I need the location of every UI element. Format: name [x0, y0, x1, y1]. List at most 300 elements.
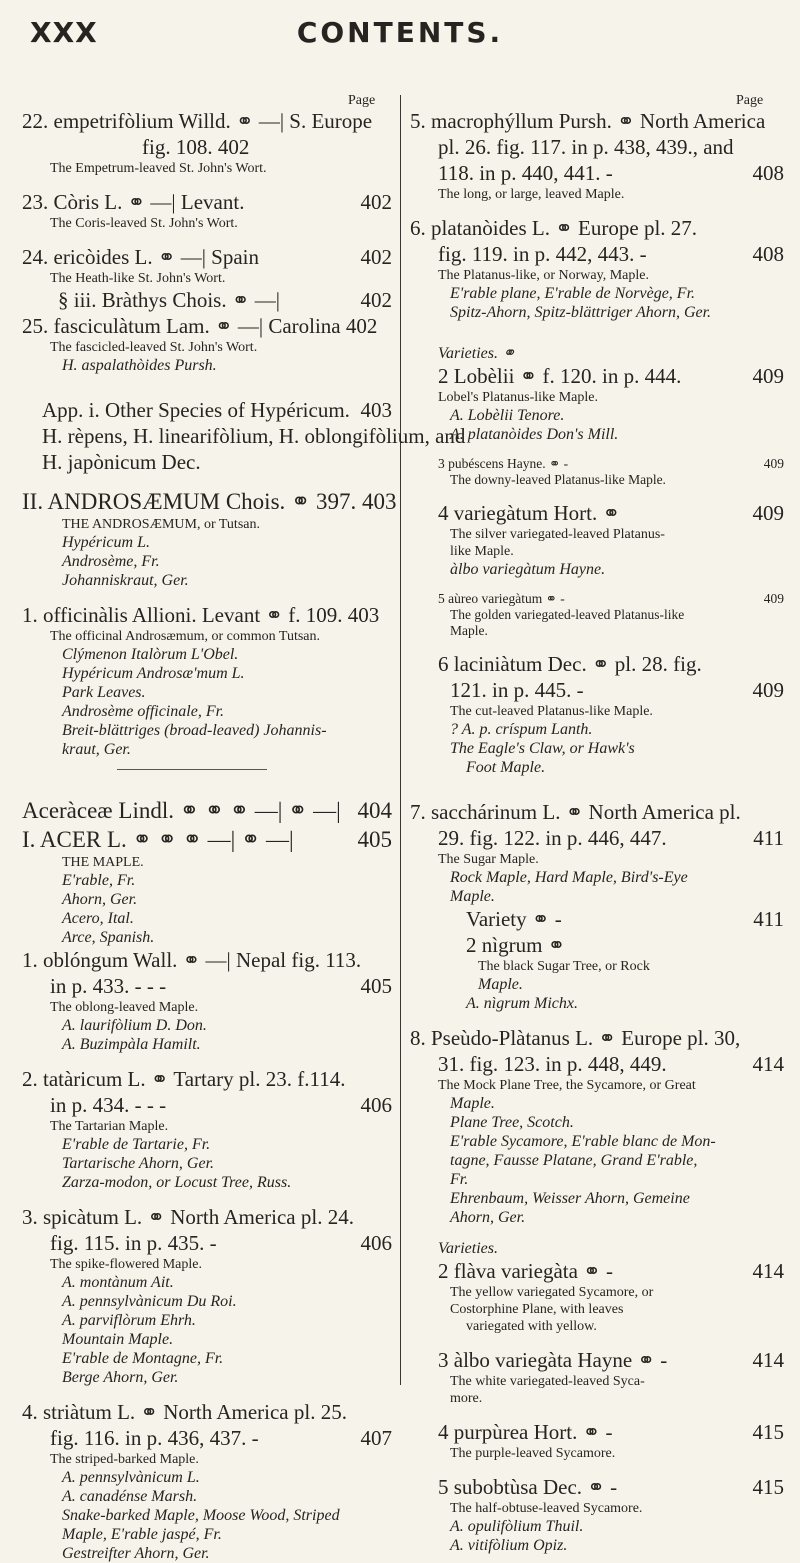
- contents-line: [22, 721, 392, 740]
- spacer: [410, 639, 784, 651]
- contents-line: [410, 623, 784, 639]
- contents-line: [22, 1035, 392, 1054]
- spacer: [410, 579, 784, 591]
- entry-text: Clýmenon Italòrum L'Obel.: [62, 646, 239, 663]
- column-divider: [400, 95, 401, 1385]
- page-ref: 415: [749, 1474, 785, 1500]
- entry-text: Hypéricum L.: [62, 534, 150, 551]
- entry-text: Fr.: [450, 1171, 469, 1188]
- entry-text: The downy-leaved Platanus-like Maple.: [450, 472, 666, 487]
- contents-line: [410, 739, 784, 758]
- contents-line: [22, 287, 392, 313]
- spacer: [22, 1192, 392, 1204]
- contents-line: [410, 651, 784, 677]
- page-ref: 414: [749, 1347, 785, 1373]
- contents-line: [410, 543, 784, 560]
- entry-text: The Sugar Maple.: [438, 852, 539, 867]
- page-ref: 409: [760, 456, 784, 472]
- contents-line: [22, 1204, 392, 1230]
- page-header: [0, 8, 800, 68]
- contents-line: [410, 526, 784, 543]
- entry-text: A. platanòides Don's Mill.: [450, 426, 619, 443]
- page-ref: 414: [749, 1258, 785, 1284]
- contents-line: [410, 799, 784, 825]
- contents-line: [410, 1318, 784, 1335]
- page-number: XXX: [30, 16, 98, 49]
- entry-text: Rock Maple, Hard Maple, Bird's-Eye: [450, 869, 688, 886]
- entry-text: Costorphine Plane, with leaves: [450, 1302, 624, 1317]
- spacer: [410, 203, 784, 215]
- entry-text: Androsème officinale, Fr.: [62, 703, 225, 720]
- entry-text: 5. macrophýllum Pursh. ⚭ North America: [410, 109, 766, 133]
- contents-line: [410, 1284, 784, 1301]
- entry-text: 3 pubéscens Hayne. ⚭ -: [438, 456, 569, 471]
- entry-text: The cut-leaved Platanus-like Maple.: [450, 704, 653, 719]
- page-ref: 404: [354, 796, 393, 825]
- contents-line: [22, 189, 392, 215]
- entry-text: I. ACER L. ⚭ ⚭ ⚭ —| ⚭ —|: [22, 827, 294, 852]
- page-ref: 403: [357, 397, 393, 423]
- entry-text: App. i. Other Species of Hypéricum.: [42, 398, 350, 422]
- page-ref: 411: [749, 906, 784, 932]
- entry-text: Ahorn, Ger.: [450, 1209, 526, 1226]
- entry-text: II. ANDROSÆMUM Chois. ⚭ 397. 403: [22, 489, 397, 514]
- entry-text: Park Leaves.: [62, 684, 146, 701]
- entry-text: Ahorn, Ger.: [62, 891, 138, 908]
- entry-text: 3 àlbo variegàta Hayne ⚭ -: [438, 1348, 668, 1372]
- page-ref: 408: [749, 160, 785, 186]
- spacer: [410, 1227, 784, 1239]
- page-column-label-left: Page: [348, 93, 376, 108]
- page-ref: 406: [357, 1230, 393, 1256]
- contents-line: [22, 871, 392, 890]
- spacer: [410, 488, 784, 500]
- entry-text: Varieties.: [438, 1240, 498, 1257]
- contents-line: [410, 1347, 784, 1373]
- entry-text: 31. fig. 123. in p. 448, 449.: [438, 1052, 667, 1076]
- contents-line: [22, 683, 392, 702]
- entry-text: fig. 115. in p. 435. -: [50, 1231, 217, 1255]
- page-ref: 405: [354, 825, 393, 854]
- entry-text: ? A. p. críspum Lanth.: [450, 721, 593, 738]
- contents-line: [410, 887, 784, 906]
- contents-line: [410, 500, 784, 526]
- entry-text: Acero, Ital.: [62, 910, 134, 927]
- contents-line: [22, 1292, 392, 1311]
- entry-text: fig. 116. in p. 436, 437. -: [50, 1426, 259, 1450]
- contents-line: [410, 344, 784, 363]
- contents-line: [22, 552, 392, 571]
- entry-text: Plane Tree, Scotch.: [450, 1114, 574, 1131]
- contents-line: [410, 560, 784, 579]
- entry-text: The officinal Androsæmum, or common Tutsan.: [50, 629, 321, 644]
- entry-text: 118. in p. 440, 441. -: [438, 161, 613, 185]
- entry-text: 5 aùreo variegàtum ⚭ -: [438, 591, 565, 606]
- entry-text: Berge Ahorn, Ger.: [62, 1369, 179, 1386]
- contents-line: [22, 947, 392, 973]
- contents-line: [410, 825, 784, 851]
- entry-text: The fascicled-leaved St. John's Wort.: [50, 340, 258, 355]
- entry-text: The spike-flowered Maple.: [50, 1257, 202, 1272]
- contents-line: [22, 1487, 392, 1506]
- contents-line: [22, 1173, 392, 1192]
- contents-line: [410, 1419, 784, 1445]
- contents-line: [22, 1330, 392, 1349]
- page-ref: 409: [749, 363, 785, 389]
- entry-text: A. canadénse Marsh.: [62, 1488, 198, 1505]
- entry-text: THE MAPLE.: [62, 855, 144, 870]
- entry-text: THE ANDROSÆMUM, or Tutsan.: [62, 517, 260, 532]
- entry-text: The half-obtuse-leaved Sycamore.: [450, 1501, 643, 1516]
- entry-text: Maple.: [450, 623, 488, 638]
- contents-line: [22, 356, 392, 375]
- entry-text: The striped-barked Maple.: [50, 1452, 199, 1467]
- page-ref: 402: [357, 287, 393, 313]
- contents-line: [410, 425, 784, 444]
- entry-text: The Heath-like St. John's Wort.: [50, 271, 226, 286]
- contents-line: [22, 854, 392, 871]
- entry-text: fig. 119. in p. 442, 443. -: [438, 242, 647, 266]
- spacer: [410, 1407, 784, 1419]
- entry-text: The Empetrum-leaved St. John's Wort.: [50, 161, 267, 176]
- entry-text: fig. 108. 402: [142, 135, 250, 159]
- entry-text: Maple.: [450, 1095, 495, 1112]
- spacer: [22, 590, 392, 602]
- contents-line: [410, 1025, 784, 1051]
- contents-line: [22, 1525, 392, 1544]
- entry-text: pl. 26. fig. 117. in p. 438, 439., and: [438, 135, 734, 159]
- entry-text: E'rable, Fr.: [62, 872, 136, 889]
- contents-line: [22, 487, 397, 516]
- entry-text: The black Sugar Tree, or Rock: [478, 959, 650, 974]
- spacer: [410, 1462, 784, 1474]
- contents-line: [22, 1468, 392, 1487]
- contents-line: [22, 890, 392, 909]
- entry-text: 5 subobtùsa Dec. ⚭ -: [438, 1475, 618, 1499]
- entry-text: Mountain Maple.: [62, 1331, 174, 1348]
- page-ref: 408: [749, 241, 785, 267]
- contents-line: [22, 973, 392, 999]
- contents-line: [410, 108, 784, 134]
- contents-line: [22, 628, 392, 645]
- contents-line: [410, 591, 784, 607]
- contents-line: [22, 339, 392, 356]
- entry-text: The oblong-leaved Maple.: [50, 1000, 199, 1015]
- contents-line: [410, 1517, 784, 1536]
- contents-line: [410, 1170, 784, 1189]
- page-ref: 402: [357, 244, 393, 270]
- contents-line: [22, 702, 392, 721]
- entry-text: Breit-blättriges (broad-leaved) Johannis-: [62, 722, 327, 739]
- entry-text: The silver variegated-leaved Platanus-: [450, 527, 665, 542]
- page-column-label-right: Page: [736, 93, 764, 108]
- contents-line: [410, 994, 784, 1013]
- spacer: [22, 232, 392, 244]
- entry-text: Variety ⚭ -: [466, 907, 562, 931]
- entry-text: 3. spicàtum L. ⚭ North America pl. 24.: [22, 1205, 354, 1229]
- contents-line: [22, 740, 392, 759]
- contents-line: [22, 244, 392, 270]
- contents-line: [22, 1425, 392, 1451]
- entry-text: Zarza-modon, or Locust Tree, Russ.: [62, 1174, 292, 1191]
- contents-line: [22, 1016, 392, 1035]
- contents-line: [22, 825, 392, 854]
- left-column: [22, 108, 466, 1563]
- contents-line: [410, 1189, 784, 1208]
- contents-line: [410, 160, 784, 186]
- contents-line: [22, 796, 392, 825]
- contents-line: [410, 1132, 784, 1151]
- spacer: [410, 1335, 784, 1347]
- entry-text: The yellow variegated Sycamore, or: [450, 1285, 654, 1300]
- contents-line: [410, 284, 784, 303]
- entry-text: The Mock Plane Tree, the Sycamore, or Great: [438, 1078, 696, 1093]
- page-ref: 414: [749, 1051, 785, 1077]
- entry-text: E'rable de Montagne, Fr.: [62, 1350, 224, 1367]
- contents-line: [410, 267, 784, 284]
- contents-line: [22, 1066, 392, 1092]
- contents-line: [410, 1151, 784, 1170]
- contents-line: [410, 1445, 784, 1462]
- contents-line: [22, 1544, 392, 1563]
- entry-text: Gestreifter Ahorn, Ger.: [62, 1545, 210, 1562]
- contents-line: [410, 1536, 784, 1555]
- contents-line: [410, 1077, 784, 1094]
- contents-line: [410, 303, 784, 322]
- entry-text: 7. sacchárinum L. ⚭ North America pl.: [410, 800, 741, 824]
- contents-line: [22, 1154, 392, 1173]
- entry-text: H. rèpens, H. linearifòlium, H. oblongifòlium, and: [42, 424, 466, 448]
- entry-text: H. aspalathòides Pursh.: [62, 357, 217, 374]
- contents-line: [22, 1506, 392, 1525]
- contents-line: [22, 909, 392, 928]
- entry-text: 6 laciniàtum Dec. ⚭ pl. 28. fig.: [438, 652, 702, 676]
- contents-line: [22, 160, 392, 177]
- entry-text: 8. Pseùdo-Plàtanus L. ⚭ Europe pl. 30,: [410, 1026, 741, 1050]
- contents-line: [22, 645, 392, 664]
- entry-text: The Coris-leaved St. John's Wort.: [50, 216, 238, 231]
- entry-text: A. laurifòlium D. Don.: [62, 1017, 207, 1034]
- contents-line: [410, 363, 784, 389]
- entry-text: 1. officinàlis Allioni. Levant ⚭ f. 109. 403: [22, 603, 380, 627]
- spacer: [22, 784, 392, 796]
- contents-line: [22, 313, 392, 339]
- entry-text: 4 variegàtum Hort. ⚭: [438, 501, 621, 525]
- section-rule: [117, 769, 267, 770]
- entry-text: kraut, Ger.: [62, 741, 131, 758]
- spacer: [22, 177, 392, 189]
- entry-text: Maple.: [450, 888, 495, 905]
- entry-text: A. vitifòlium Opiz.: [450, 1537, 568, 1554]
- contents-line: [22, 423, 466, 449]
- page-ref: 409: [749, 500, 785, 526]
- contents-line: [22, 571, 392, 590]
- contents-line: [410, 758, 784, 777]
- entry-text: Tartarische Ahorn, Ger.: [62, 1155, 215, 1172]
- contents-line: [410, 868, 784, 887]
- entry-text: Spitz-Ahorn, Spitz-blättriger Ahorn, Ger.: [450, 304, 712, 321]
- page-ref: 402: [357, 189, 393, 215]
- entry-text: E'rable Sycamore, E'rable blanc de Mon-: [450, 1133, 716, 1150]
- contents-line: [410, 607, 784, 623]
- contents-line: [410, 958, 784, 975]
- contents-line: [410, 932, 784, 958]
- contents-line: [410, 389, 784, 406]
- contents-line: [410, 215, 784, 241]
- contents-line: [22, 602, 392, 628]
- contents-line: [410, 1500, 784, 1517]
- entry-text: like Maple.: [450, 544, 514, 559]
- contents-line: [410, 1208, 784, 1227]
- entry-text: The purple-leaved Sycamore.: [450, 1446, 616, 1461]
- entry-text: 2 nìgrum ⚭: [466, 933, 566, 957]
- entry-text: The golden variegated-leaved Platanus-like: [450, 607, 685, 622]
- entry-text: 25. fasciculàtum Lam. ⚭ —| Carolina 402: [22, 314, 378, 338]
- spacer: [22, 375, 392, 397]
- contents-line: [410, 720, 784, 739]
- entry-text: The Eagle's Claw, or Hawk's: [450, 740, 635, 757]
- spacer: [410, 322, 784, 344]
- page-ref: 407: [357, 1425, 393, 1451]
- entry-text: Arce, Spanish.: [62, 929, 155, 946]
- contents-line: [410, 906, 784, 932]
- entry-text: The Tartarian Maple.: [50, 1119, 169, 1134]
- contents-line: [22, 449, 392, 475]
- entry-text: tagne, Fausse Platane, Grand E'rable,: [450, 1152, 698, 1169]
- contents-line: [410, 677, 784, 703]
- entry-text: Maple, E'rable jaspé, Fr.: [62, 1526, 222, 1543]
- contents-line: [22, 928, 392, 947]
- contents-line: [22, 1092, 392, 1118]
- entry-text: àlbo variegàtum Hayne.: [450, 561, 606, 578]
- entry-text: The long, or large, leaved Maple.: [438, 187, 625, 202]
- page-title: CONTENTS.: [296, 16, 504, 49]
- contents-line: [410, 186, 784, 203]
- entry-text: § iii. Bràthys Chois. ⚭ —|: [58, 288, 280, 312]
- page-ref: 415: [749, 1419, 785, 1445]
- contents-line: [22, 1256, 392, 1273]
- contents-line: [410, 406, 784, 425]
- entry-text: A. Lobèlii Tenore.: [450, 407, 565, 424]
- contents-line: [22, 1135, 392, 1154]
- entry-text: A. pennsylvànicum L.: [62, 1469, 200, 1486]
- contents-line: [22, 215, 392, 232]
- page-ref: 405: [357, 973, 393, 999]
- contents-line: [410, 975, 784, 994]
- entry-text: A. montànum Ait.: [62, 1274, 174, 1291]
- contents-line: [22, 134, 392, 160]
- contents-line: [22, 1230, 392, 1256]
- entry-text: Varieties. ⚭: [438, 345, 516, 362]
- entry-text: in p. 433. - - -: [50, 974, 167, 998]
- entry-text: 4. striàtum L. ⚭ North America pl. 25.: [22, 1400, 347, 1424]
- page-ref: 409: [760, 591, 784, 607]
- contents-line: [22, 1451, 392, 1468]
- contents-line: [410, 1373, 784, 1390]
- entry-text: more.: [450, 1391, 483, 1406]
- contents-line: [22, 664, 392, 683]
- entry-text: Snake-barked Maple, Moose Wood, Striped: [62, 1507, 340, 1524]
- entry-text: E'rable plane, E'rable de Norvège, Fr.: [450, 285, 696, 302]
- contents-line: [22, 1399, 392, 1425]
- contents-line: [22, 516, 392, 533]
- entry-text: The white variegated-leaved Syca-: [450, 1374, 645, 1389]
- contents-line: [410, 241, 784, 267]
- spacer: [410, 777, 784, 799]
- entry-text: Ehrenbaum, Weisser Ahorn, Gemeine: [450, 1190, 690, 1207]
- entry-text: A. Buzimpàla Hamilt.: [62, 1036, 201, 1053]
- entry-text: 29. fig. 122. in p. 446, 447.: [438, 826, 667, 850]
- entry-text: in p. 434. - - -: [50, 1093, 167, 1117]
- entry-text: 6. platanòides L. ⚭ Europe pl. 27.: [410, 216, 698, 240]
- contents-line: [22, 1118, 392, 1135]
- entry-text: Johanniskraut, Ger.: [62, 572, 189, 589]
- entry-text: 23. Còris L. ⚭ —| Levant.: [22, 190, 245, 214]
- entry-text: The Platanus-like, or Norway, Maple.: [438, 268, 649, 283]
- entry-text: 2 Lobèlii ⚭ f. 120. in p. 444.: [438, 364, 682, 388]
- contents-line: [22, 397, 392, 423]
- entry-text: Foot Maple.: [466, 759, 546, 776]
- entry-text: 24. ericòides L. ⚭ —| Spain: [22, 245, 260, 269]
- entry-text: variegated with yellow.: [466, 1319, 597, 1334]
- contents-line: [410, 472, 784, 488]
- contents-line: [410, 1474, 784, 1500]
- contents-line: [410, 703, 784, 720]
- entry-text: 4 purpùrea Hort. ⚭ -: [438, 1420, 613, 1444]
- entry-text: Lobel's Platanus-like Maple.: [438, 390, 598, 405]
- entry-text: A. parviflòrum Ehrh.: [62, 1312, 196, 1329]
- spacer: [22, 1387, 392, 1399]
- entry-text: 121. in p. 445. -: [450, 678, 584, 702]
- entry-text: Aceràceæ Lindl. ⚭ ⚭ ⚭ —| ⚭ —|: [22, 798, 341, 823]
- contents-line: [410, 1390, 784, 1407]
- page-ref: 409: [749, 677, 785, 703]
- page-ref: 406: [357, 1092, 393, 1118]
- contents-line: [22, 1311, 392, 1330]
- contents-line: [410, 851, 784, 868]
- entry-text: A. opulifòlium Thuil.: [450, 1518, 584, 1535]
- contents-line: [22, 270, 392, 287]
- contents-line: [22, 1349, 392, 1368]
- contents-line: [410, 1239, 784, 1258]
- contents-line: [410, 134, 784, 160]
- spacer: [22, 475, 392, 487]
- entry-text: A. nìgrum Michx.: [466, 995, 578, 1012]
- entry-text: Hypéricum Androsæ'mum L.: [62, 665, 245, 682]
- right-column: [410, 108, 784, 1555]
- spacer: [22, 1054, 392, 1066]
- spacer: [410, 1013, 784, 1025]
- contents-line: [22, 1273, 392, 1292]
- contents-line: [410, 1301, 784, 1318]
- entry-text: A. pennsylvànicum Du Roi.: [62, 1293, 237, 1310]
- contents-line: [22, 1368, 392, 1387]
- contents-line: [410, 1258, 784, 1284]
- entry-text: Maple.: [478, 976, 523, 993]
- entry-text: H. japònicum Dec.: [42, 450, 201, 474]
- contents-line: [410, 1113, 784, 1132]
- contents-line: [22, 108, 392, 134]
- contents-line: [22, 999, 392, 1016]
- entry-text: 1. oblóngum Wall. ⚭ —| Nepal fig. 113.: [22, 948, 362, 972]
- entry-text: 2. tatàricum L. ⚭ Tartary pl. 23. f.114.: [22, 1067, 346, 1091]
- contents-line: [410, 1094, 784, 1113]
- spacer: [410, 444, 784, 456]
- contents-line: [410, 1051, 784, 1077]
- page-ref: 411: [749, 825, 784, 851]
- contents-line: [22, 533, 392, 552]
- entry-text: 2 flàva variegàta ⚭ -: [438, 1259, 614, 1283]
